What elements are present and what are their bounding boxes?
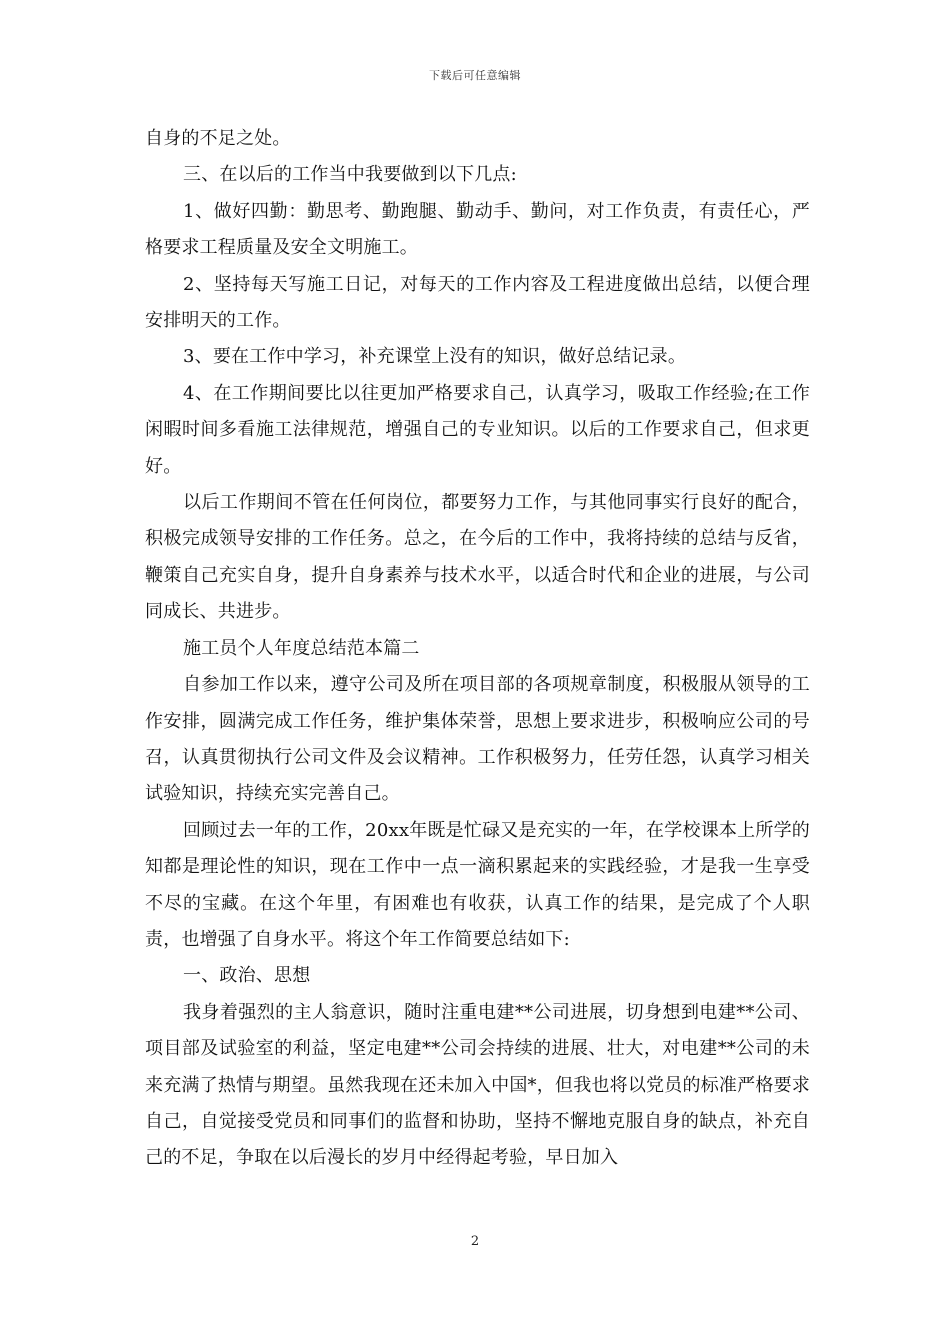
list-item: 3、要在工作中学习，补充课堂上没有的知识，做好总结记录。: [183, 346, 687, 368]
list-item: 1、做好四勤：勤思考、勤跑腿、勤动手、勤问，对工作负责，有责任心，严格要求工程质量及安全文明施工。: [145, 200, 810, 259]
article-title: 施工员个人年度总结范本篇二: [183, 637, 420, 659]
section-heading: 一、政治、思想: [183, 965, 311, 987]
list-item: 4、在工作期间要比以往更加严格要求自己，认真学习，吸取工作经验;在工作闲暇时间多看施工法律规范，增强自己的专业知识。以后的工作要求自己，但求更好。: [145, 382, 810, 477]
document-body: [145, 121, 810, 1177]
header-note: 下载后可任意编辑: [429, 69, 521, 82]
section-heading: 三、在以后的工作当中我要做到以下几点:: [183, 164, 517, 186]
paragraph: 我身着强烈的主人翁意识，随时注重电建**公司进展，切身想到电建**公司、项目部及试验室的利益，坚定电建**公司会持续的进展、壮大，对电建**公司的未来充满了热情与期望。虽然我现在还未加入中国*，但我也将以党员的标准严格要求自己，自觉接受党员和同事们的监督和协助，坚持不懈地克服自身的缺点，补充自己的不足，争取在以后漫长的岁月中经得起考验，早日加入: [145, 1001, 810, 1169]
list-item: 2、坚持每天写施工日记，对每天的工作内容及工程进度做出总结，以便合理安排明天的工作。: [145, 273, 810, 332]
paragraph: 回顾过去一年的工作，20xx年既是忙碌又是充实的一年，在学校课本上所学的知都是理论性的知识，现在工作中一点一滴积累起来的实践经验，才是我一生享受不尽的宝藏。在这个年里，有困难也有收获，认真工作的结果，是完成了个人职责，也增强了自身水平。将这个年工作简要总结如下:: [145, 819, 810, 950]
paragraph: 自身的不足之处。: [145, 128, 291, 149]
paragraph: 自参加工作以来，遵守公司及所在项目部的各项规章制度，积极服从领导的工作安排，圆满完成工作任务，维护集体荣誉，思想上要求进步，积极响应公司的号召，认真贯彻执行公司文件及会议精神。工作积极努力，任劳任怨，认真学习相关试验知识，持续充实完善自己。: [145, 674, 810, 805]
paragraph: 以后工作期间不管在任何岗位，都要努力工作，与其他同事实行良好的配合，积极完成领导安排的工作任务。总之，在今后的工作中，我将持续的总结与反省，鞭策自己充实自身，提升自身素养与技术水平，以适合时代和企业的进展，与公司同成长、共进步。: [145, 492, 810, 623]
page-number: 2: [470, 1234, 480, 1249]
